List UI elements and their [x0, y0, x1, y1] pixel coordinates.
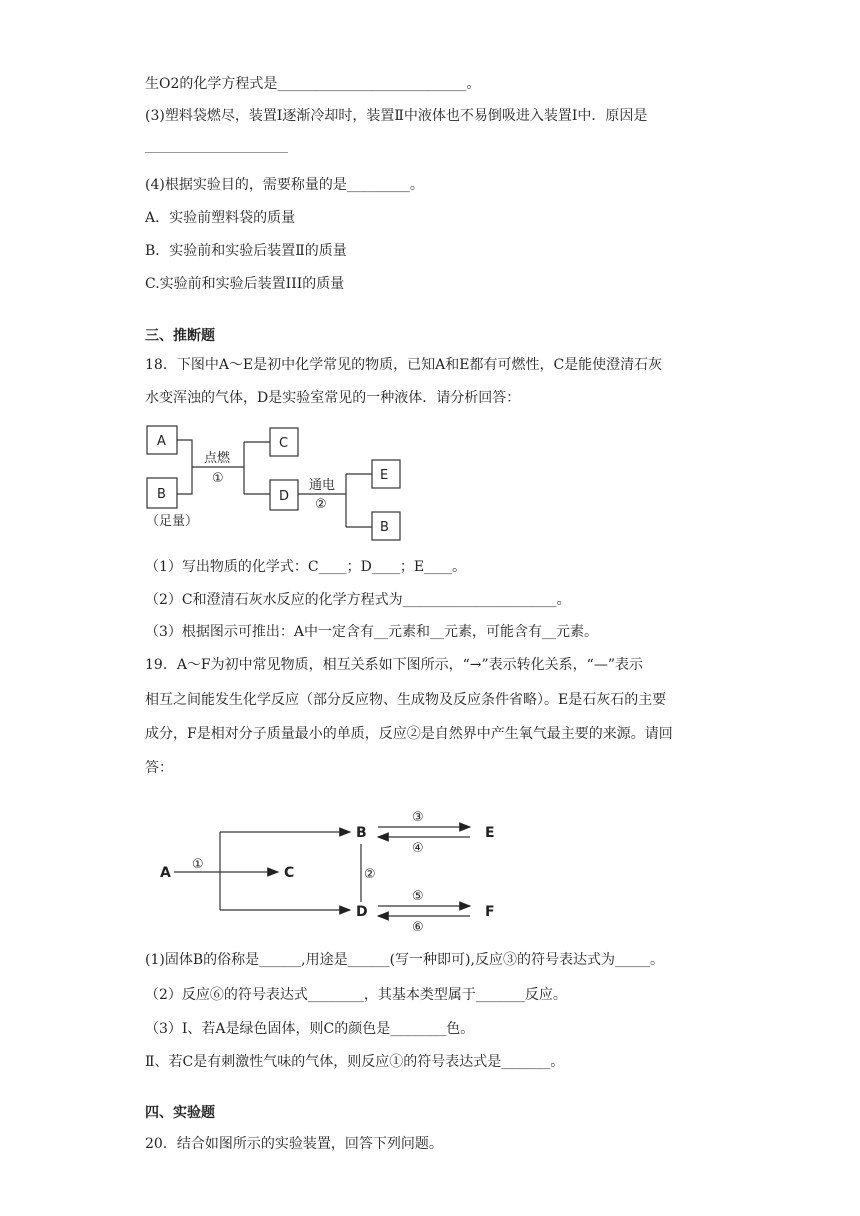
node-a: A — [160, 865, 171, 881]
question-19-text: 答： — [145, 760, 173, 776]
question-19-part-3b: Ⅱ、若C是有刺激性气味的气体，则反应①的符号表达式是_______。 — [145, 1054, 565, 1070]
question-20-text: 20．结合如图所示的实验装置，回答下列问题。 — [145, 1136, 443, 1152]
question-18-text: 18．下图中A～E是初中化学常见的物质，已知A和E都有可燃性，C是能使澄清石灰 — [145, 357, 663, 373]
option-a: A．实验前塑料袋的质量 — [145, 210, 296, 226]
node-b: B — [356, 825, 367, 841]
node-e: E — [485, 825, 495, 841]
question-19-part-3: （3）Ⅰ、若A是绿色固体，则C的颜色是________色。 — [145, 1021, 475, 1037]
label-reaction-3: ③ — [412, 810, 424, 825]
label-reaction-4: ④ — [412, 841, 424, 856]
label-electrolysis: 通电 — [309, 478, 336, 493]
question-19-diagram — [150, 806, 510, 938]
text-line: (4)根据实验目的，需要称量的是_________。 — [145, 177, 424, 193]
label-reaction-1: ① — [212, 471, 224, 486]
question-19-text: 成分，F是相对分子质量最小的单质，反应②是自然界中产生氧气最主要的来源。请回 — [145, 726, 673, 742]
question-18-diagram — [144, 422, 404, 542]
label-e: E — [380, 468, 389, 483]
bracket-cd — [244, 442, 270, 494]
answer-blank-line — [145, 152, 288, 153]
label-c: C — [279, 436, 289, 451]
label-reaction-2: ② — [315, 497, 327, 512]
label-reaction-2: ② — [364, 867, 376, 882]
node-c: C — [284, 865, 295, 881]
node-d: D — [356, 904, 368, 920]
label-reaction-5: ⑤ — [412, 889, 424, 904]
question-18-part-1: （1）写出物质的化学式：C____；D____；E____。 — [145, 559, 467, 575]
label-b: B — [157, 487, 166, 502]
text-line: (3)塑料袋燃尽，装置Ⅰ逐渐冷却时，装置Ⅱ中液体也不易倒吸进入装置Ⅰ中．原因是 — [145, 108, 648, 124]
option-b: B．实验前和实验后装置Ⅱ的质量 — [145, 243, 347, 259]
bracket-ab — [177, 440, 192, 494]
section-heading-inference: 三、推断题 — [145, 328, 215, 344]
question-19-text: 19．A～F为初中常见物质，相互关系如下图所示，“→”表示转化关系，“—”表示 — [145, 657, 643, 673]
question-19-part-1: (1)固体B的俗称是______,用途是______(写一种即可),反应③的符号表达式为_____。 — [145, 952, 664, 968]
label-ignite: 点燃 — [204, 451, 231, 466]
option-c: C.实验前和实验后装置III的质量 — [145, 276, 345, 292]
text-line: 生O2的化学方程式是___________________________。 — [145, 76, 481, 92]
question-18-part-2: （2）C和澄清石灰水反应的化学方程式为______________________。 — [145, 592, 571, 608]
question-18-text: 水变浑浊的气体，D是实验室常见的一种液体．请分析回答： — [145, 390, 521, 406]
label-b2: B — [380, 520, 389, 535]
node-f: F — [485, 904, 495, 920]
section-heading-experiment: 四、实验题 — [145, 1105, 215, 1121]
label-reaction-6: ⑥ — [412, 920, 424, 935]
label-amount: （足量） — [146, 514, 199, 529]
question-18-part-3: （3）根据图示可推出：A中一定含有__元素和__元素，可能含有__元素。 — [145, 624, 599, 640]
question-19-part-2: （2）反应⑥的符号表达式________，其基本类型属于_______反应。 — [145, 987, 567, 1003]
question-19-text: 相互之间能发生化学反应（部分反应物、生成物及反应条件省略）。E是石灰石的主要 — [145, 692, 667, 708]
bracket-eb — [346, 474, 372, 527]
label-a: A — [157, 434, 166, 449]
label-reaction-1: ① — [192, 857, 204, 872]
label-d: D — [279, 489, 290, 504]
